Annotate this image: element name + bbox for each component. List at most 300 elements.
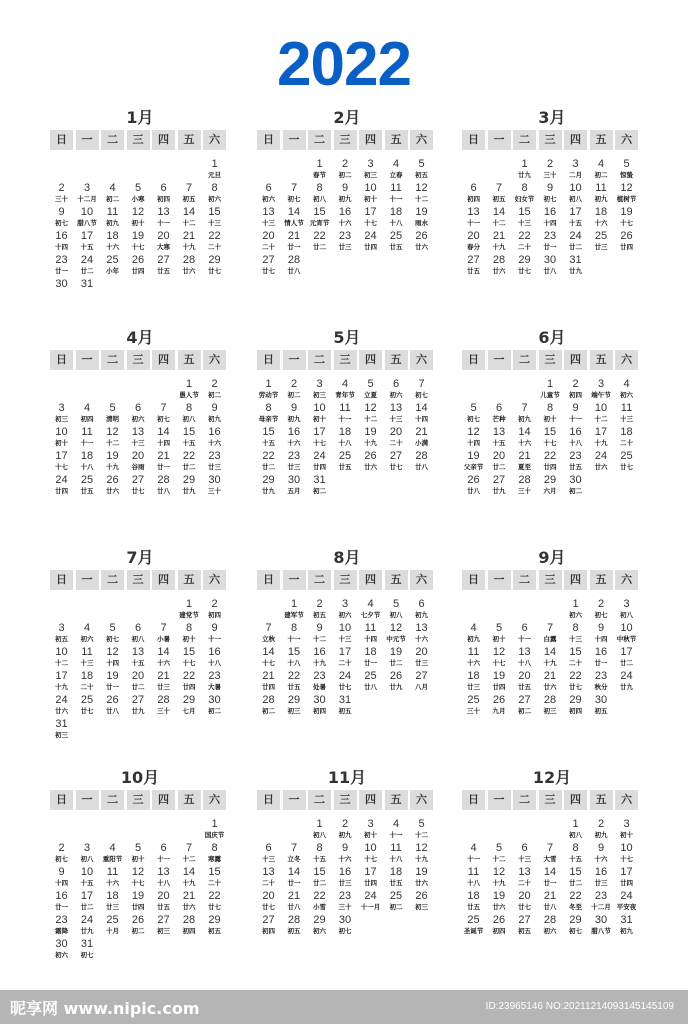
day-cell <box>614 842 639 868</box>
day-cell <box>333 598 358 624</box>
lunar-label: 十五 <box>80 243 94 251</box>
watermark-id: ID:23965146 NO:20211214093145145109 <box>485 1001 674 1012</box>
lunar-label: 廿八 <box>157 487 170 495</box>
weekday-label: 六 <box>203 130 226 150</box>
lunar-label: 初五 <box>182 195 196 203</box>
day-number: 11 <box>106 206 119 218</box>
day-number: 27 <box>157 254 170 266</box>
day-cell <box>512 182 537 208</box>
day-number: 7 <box>160 622 167 634</box>
day-cell <box>538 450 563 476</box>
day-number: 7 <box>418 378 425 390</box>
day-cell <box>487 450 512 476</box>
day-number: 30 <box>313 694 326 706</box>
day-cell <box>563 254 588 280</box>
day-number: 16 <box>287 426 301 438</box>
lunar-label: 重阳节 <box>102 855 123 863</box>
weekday-label: 一 <box>283 350 306 370</box>
day-cell <box>487 842 512 868</box>
day-cell <box>202 818 227 844</box>
lunar-label: 十六 <box>106 243 119 251</box>
day-cell <box>100 230 125 256</box>
lunar-label: 二十 <box>389 439 403 447</box>
day-cell <box>49 182 74 208</box>
day-cell <box>151 842 176 868</box>
day-number: 28 <box>287 914 301 926</box>
weekday-label: 一 <box>283 790 306 810</box>
day-cell <box>487 646 512 672</box>
lunar-label: 廿五 <box>569 463 582 471</box>
lunar-label: 十三 <box>518 855 531 863</box>
day-cell <box>512 890 537 916</box>
day-cell <box>49 254 74 280</box>
lunar-label: 初七 <box>80 951 94 959</box>
day-number: 12 <box>131 206 145 218</box>
day-cell <box>384 598 409 624</box>
day-cell <box>487 254 512 280</box>
day-cell <box>202 402 227 428</box>
lunar-label: 十五 <box>313 855 326 863</box>
day-cell <box>384 622 409 648</box>
day-cell <box>538 182 563 208</box>
lunar-label: 十一 <box>80 439 94 447</box>
day-cell <box>100 914 125 940</box>
lunar-label: 小年 <box>106 267 119 275</box>
day-number: 27 <box>492 474 506 486</box>
day-cell <box>151 426 176 452</box>
day-cell <box>202 914 227 940</box>
lunar-label: 十三 <box>338 635 352 643</box>
lunar-label: 十一 <box>569 415 582 423</box>
day-number: 8 <box>572 842 579 854</box>
day-cell <box>409 818 434 844</box>
day-number: 19 <box>492 890 506 902</box>
day-number: 4 <box>367 598 374 610</box>
day-cell <box>282 182 307 208</box>
lunar-label: 廿二 <box>313 879 326 887</box>
day-cell <box>589 866 614 892</box>
day-cell <box>100 670 125 696</box>
day-cell <box>409 622 434 648</box>
day-number: 5 <box>418 158 425 170</box>
day-number: 7 <box>521 402 528 414</box>
lunar-label: 初九 <box>287 415 301 423</box>
lunar-label: 廿六 <box>492 903 506 911</box>
lunar-label: 寒露 <box>208 855 221 863</box>
day-number: 13 <box>518 646 531 658</box>
lunar-label: 初六 <box>620 391 633 399</box>
lunar-label: 夏至 <box>518 463 531 471</box>
lunar-label: 十五 <box>131 659 145 667</box>
day-number: 25 <box>106 914 119 926</box>
day-cell <box>177 230 202 256</box>
day-number: 31 <box>620 914 633 926</box>
lunar-label: 廿七 <box>569 683 582 691</box>
lunar-label: 端午节 <box>591 391 611 399</box>
lunar-label: 劳动节 <box>258 391 279 399</box>
day-cell <box>126 426 151 452</box>
day-cell <box>177 598 202 624</box>
lunar-label: 十九 <box>55 683 68 691</box>
day-number: 13 <box>492 426 506 438</box>
day-cell <box>614 450 639 476</box>
lunar-label: 初五 <box>518 927 531 935</box>
weekday-label: 二 <box>513 130 536 150</box>
day-cell <box>614 818 639 844</box>
lunar-label: 初九 <box>594 195 608 203</box>
lunar-label: 廿八 <box>543 267 557 275</box>
day-cell <box>538 842 563 868</box>
day-number: 1 <box>211 818 218 830</box>
day-number: 2 <box>341 818 349 830</box>
lunar-label: 廿一 <box>287 879 301 887</box>
day-cell <box>256 622 281 648</box>
lunar-label: 十一 <box>389 195 403 203</box>
day-number: 18 <box>106 890 119 902</box>
lunar-label: 初七 <box>415 391 428 399</box>
day-cell <box>538 254 563 280</box>
day-cell <box>75 914 100 940</box>
day-cell <box>589 426 614 452</box>
day-cell <box>487 694 512 720</box>
lunar-label: 廿三 <box>287 463 301 471</box>
weekday-label: 日 <box>462 570 485 590</box>
day-number: 11 <box>620 402 633 414</box>
lunar-label: 十一 <box>157 219 170 227</box>
day-cell <box>487 230 512 256</box>
day-cell <box>202 670 227 696</box>
weekday-label: 三 <box>127 350 150 370</box>
lunar-label: 中元节 <box>386 635 406 643</box>
day-number: 19 <box>492 670 506 682</box>
day-number: 2 <box>597 598 605 610</box>
day-cell <box>538 646 563 672</box>
day-number: 21 <box>518 450 531 462</box>
day-number: 4 <box>341 378 349 390</box>
lunar-label: 十九 <box>182 879 196 887</box>
weekday-label: 日 <box>50 790 73 810</box>
day-number: 19 <box>389 646 403 658</box>
lunar-label: 十二 <box>313 635 326 643</box>
lunar-label: 廿九 <box>182 487 196 495</box>
lunar-label: 十四 <box>157 439 170 447</box>
day-number: 3 <box>623 598 630 610</box>
day-cell <box>256 182 281 208</box>
day-number: 30 <box>338 914 352 926</box>
day-cell <box>49 278 74 304</box>
lunar-label: 谷雨 <box>131 463 145 471</box>
lunar-label: 十二 <box>182 219 196 227</box>
day-cell <box>589 842 614 868</box>
day-cell <box>614 914 639 940</box>
day-number: 15 <box>313 206 326 218</box>
day-cell <box>49 402 74 428</box>
lunar-label: 初七 <box>55 219 68 227</box>
lunar-label: 十四 <box>467 439 480 447</box>
day-number: 7 <box>495 182 503 194</box>
month-title: 7月 <box>126 548 154 567</box>
day-number: 14 <box>182 866 196 878</box>
weekday-label: 四 <box>152 130 175 150</box>
lunar-label: 十六 <box>338 219 352 227</box>
day-cell <box>538 670 563 696</box>
weekday-label: 二 <box>308 790 331 810</box>
day-number: 11 <box>81 646 93 658</box>
lunar-label: 廿二 <box>620 659 633 667</box>
lunar-label: 初六 <box>569 611 582 619</box>
lunar-label: 青年节 <box>335 391 355 399</box>
day-cell <box>177 622 202 648</box>
day-number: 23 <box>208 450 221 462</box>
lunar-label: 廿四 <box>364 879 377 887</box>
day-cell <box>307 914 332 940</box>
lunar-label: 初三 <box>543 707 557 715</box>
day-cell <box>202 254 227 280</box>
day-number: 13 <box>131 646 145 658</box>
day-number: 17 <box>364 206 377 218</box>
lunar-label: 廿四 <box>364 243 377 251</box>
day-cell <box>100 842 125 868</box>
day-number: 22 <box>569 890 582 902</box>
lunar-label: 小暑 <box>157 635 170 643</box>
lunar-label: 十七 <box>131 879 145 887</box>
lunar-label: 十一 <box>157 855 170 863</box>
day-number: 7 <box>546 622 554 634</box>
day-cell <box>333 230 358 256</box>
weekday-label: 日 <box>50 570 73 590</box>
day-number: 23 <box>594 670 608 682</box>
day-number: 26 <box>415 230 428 242</box>
lunar-label: 初十 <box>131 855 145 863</box>
lunar-label: 十六 <box>106 879 119 887</box>
day-cell <box>487 182 512 208</box>
day-cell <box>75 842 100 868</box>
day-number: 16 <box>543 206 557 218</box>
lunar-label: 二十 <box>338 659 352 667</box>
weekday-label: 一 <box>76 790 99 810</box>
day-cell <box>256 890 281 916</box>
day-number: 14 <box>157 646 170 658</box>
day-number: 26 <box>492 914 506 926</box>
day-cell <box>151 182 176 208</box>
day-number: 2 <box>211 598 218 610</box>
day-number: 31 <box>55 718 68 730</box>
day-cell <box>282 426 307 452</box>
day-number: 21 <box>262 670 275 682</box>
day-cell <box>461 206 486 232</box>
day-cell <box>177 474 202 500</box>
lunar-label: 廿九 <box>262 487 275 495</box>
day-cell <box>538 402 563 428</box>
lunar-label: 廿四 <box>262 683 275 691</box>
lunar-label: 十五 <box>80 879 94 887</box>
day-number: 22 <box>313 230 326 242</box>
weekday-label: 五 <box>178 350 201 370</box>
day-cell <box>538 866 563 892</box>
weekday-label: 四 <box>152 790 175 810</box>
lunar-label: 初八 <box>389 611 403 619</box>
weekday-label: 六 <box>410 130 433 150</box>
day-cell <box>409 842 434 868</box>
lunar-label: 十八 <box>208 659 221 667</box>
day-cell <box>202 206 227 232</box>
day-cell <box>100 474 125 500</box>
day-cell <box>614 598 639 624</box>
day-number: 25 <box>364 670 377 682</box>
day-number: 7 <box>185 182 193 194</box>
lunar-label: 十七 <box>364 855 377 863</box>
day-number: 5 <box>495 622 503 634</box>
day-cell <box>461 402 486 428</box>
day-cell <box>333 890 358 916</box>
lunar-label: 初六 <box>389 391 403 399</box>
lunar-label: 三十 <box>518 487 531 495</box>
lunar-label: 廿九 <box>131 707 145 715</box>
day-number: 3 <box>58 622 65 634</box>
weekday-label: 一 <box>488 570 511 590</box>
day-number: 1 <box>572 598 579 610</box>
weekday-label: 五 <box>385 570 408 590</box>
day-cell <box>538 378 563 404</box>
day-cell <box>333 182 358 208</box>
day-number: 10 <box>313 402 326 414</box>
weekday-label: 一 <box>488 790 511 810</box>
lunar-label: 白露 <box>543 635 557 643</box>
day-cell <box>282 646 307 672</box>
day-number: 24 <box>364 890 377 902</box>
day-number: 14 <box>492 206 506 218</box>
day-cell <box>282 842 307 868</box>
day-number: 15 <box>569 866 582 878</box>
lunar-label: 廿四 <box>620 879 633 887</box>
lunar-label: 十一 <box>338 415 352 423</box>
day-cell <box>100 402 125 428</box>
day-number: 26 <box>364 450 377 462</box>
day-cell <box>487 206 512 232</box>
day-cell <box>333 670 358 696</box>
weekday-label: 日 <box>50 130 73 150</box>
day-cell <box>100 206 125 232</box>
lunar-label: 儿童节 <box>540 391 560 399</box>
lunar-label: 廿七 <box>131 487 145 495</box>
day-cell <box>333 426 358 452</box>
lunar-label: 初七 <box>157 415 170 423</box>
day-cell <box>126 622 151 648</box>
day-cell <box>409 182 434 208</box>
day-number: 22 <box>182 450 196 462</box>
lunar-label: 廿四 <box>313 463 326 471</box>
day-cell <box>100 646 125 672</box>
day-number: 16 <box>55 230 68 242</box>
day-cell <box>202 474 227 500</box>
lunar-label: 廿五 <box>389 879 403 887</box>
day-number: 5 <box>418 818 425 830</box>
day-number: 16 <box>569 426 582 438</box>
day-number: 28 <box>262 694 275 706</box>
lunar-label: 廿六 <box>182 267 196 275</box>
lunar-label: 初八 <box>313 831 326 839</box>
day-number: 4 <box>392 818 400 830</box>
lunar-label: 廿六 <box>415 243 428 251</box>
lunar-label: 十二月 <box>77 195 97 203</box>
lunar-label: 雨水 <box>415 219 428 227</box>
day-cell <box>75 402 100 428</box>
day-cell <box>151 230 176 256</box>
day-cell <box>282 622 307 648</box>
lunar-label: 廿一 <box>287 243 301 251</box>
day-cell <box>307 842 332 868</box>
lunar-label: 十六 <box>415 635 428 643</box>
day-number: 1 <box>211 158 218 170</box>
weekday-label: 六 <box>203 790 226 810</box>
lunar-label: 十八 <box>287 659 301 667</box>
day-cell <box>461 450 486 476</box>
month-title: 10月 <box>120 768 160 787</box>
day-cell <box>282 230 307 256</box>
day-cell <box>461 254 486 280</box>
lunar-label: 平安夜 <box>616 903 637 911</box>
weekday-label: 四 <box>564 570 587 590</box>
day-cell <box>75 474 100 500</box>
day-cell <box>461 182 486 208</box>
lunar-label: 建军节 <box>284 611 304 619</box>
day-number: 26 <box>106 694 119 706</box>
weekday-label: 三 <box>127 570 150 590</box>
day-number: 6 <box>134 402 142 414</box>
day-cell <box>282 866 307 892</box>
lunar-label: 二十 <box>80 683 94 691</box>
day-cell <box>358 378 383 404</box>
lunar-label: 十八 <box>80 463 94 471</box>
lunar-label: 十九 <box>364 439 377 447</box>
lunar-label: 十四 <box>415 415 428 423</box>
lunar-label: 愚人节 <box>179 391 199 399</box>
lunar-label: 大雪 <box>543 855 557 863</box>
lunar-label: 十七 <box>55 463 68 471</box>
day-number: 10 <box>80 866 94 878</box>
day-cell <box>202 426 227 452</box>
day-number: 18 <box>594 206 608 218</box>
day-cell <box>75 622 100 648</box>
day-cell <box>307 182 332 208</box>
lunar-label: 三十 <box>338 903 352 911</box>
day-number: 16 <box>338 866 352 878</box>
day-cell <box>589 206 614 232</box>
lunar-label: 植树节 <box>616 195 637 203</box>
lunar-label: 霜降 <box>55 927 68 935</box>
day-cell <box>487 890 512 916</box>
lunar-label: 十九 <box>543 659 557 667</box>
lunar-label: 十四 <box>543 219 557 227</box>
day-cell <box>589 646 614 672</box>
day-number: 8 <box>211 182 218 194</box>
month-title: 11月 <box>327 768 367 787</box>
day-number: 6 <box>470 182 477 194</box>
day-cell <box>151 474 176 500</box>
day-number: 3 <box>83 842 91 854</box>
day-number: 25 <box>389 890 403 902</box>
lunar-label: 初十 <box>620 831 633 839</box>
day-cell <box>384 670 409 696</box>
lunar-label: 十七 <box>262 659 275 667</box>
day-cell <box>177 914 202 940</box>
day-number: 24 <box>55 474 68 486</box>
lunar-label: 十七 <box>364 219 377 227</box>
lunar-label: 小雪 <box>313 903 326 911</box>
day-cell <box>487 622 512 648</box>
day-number: 23 <box>55 914 68 926</box>
day-number: 5 <box>134 182 142 194</box>
